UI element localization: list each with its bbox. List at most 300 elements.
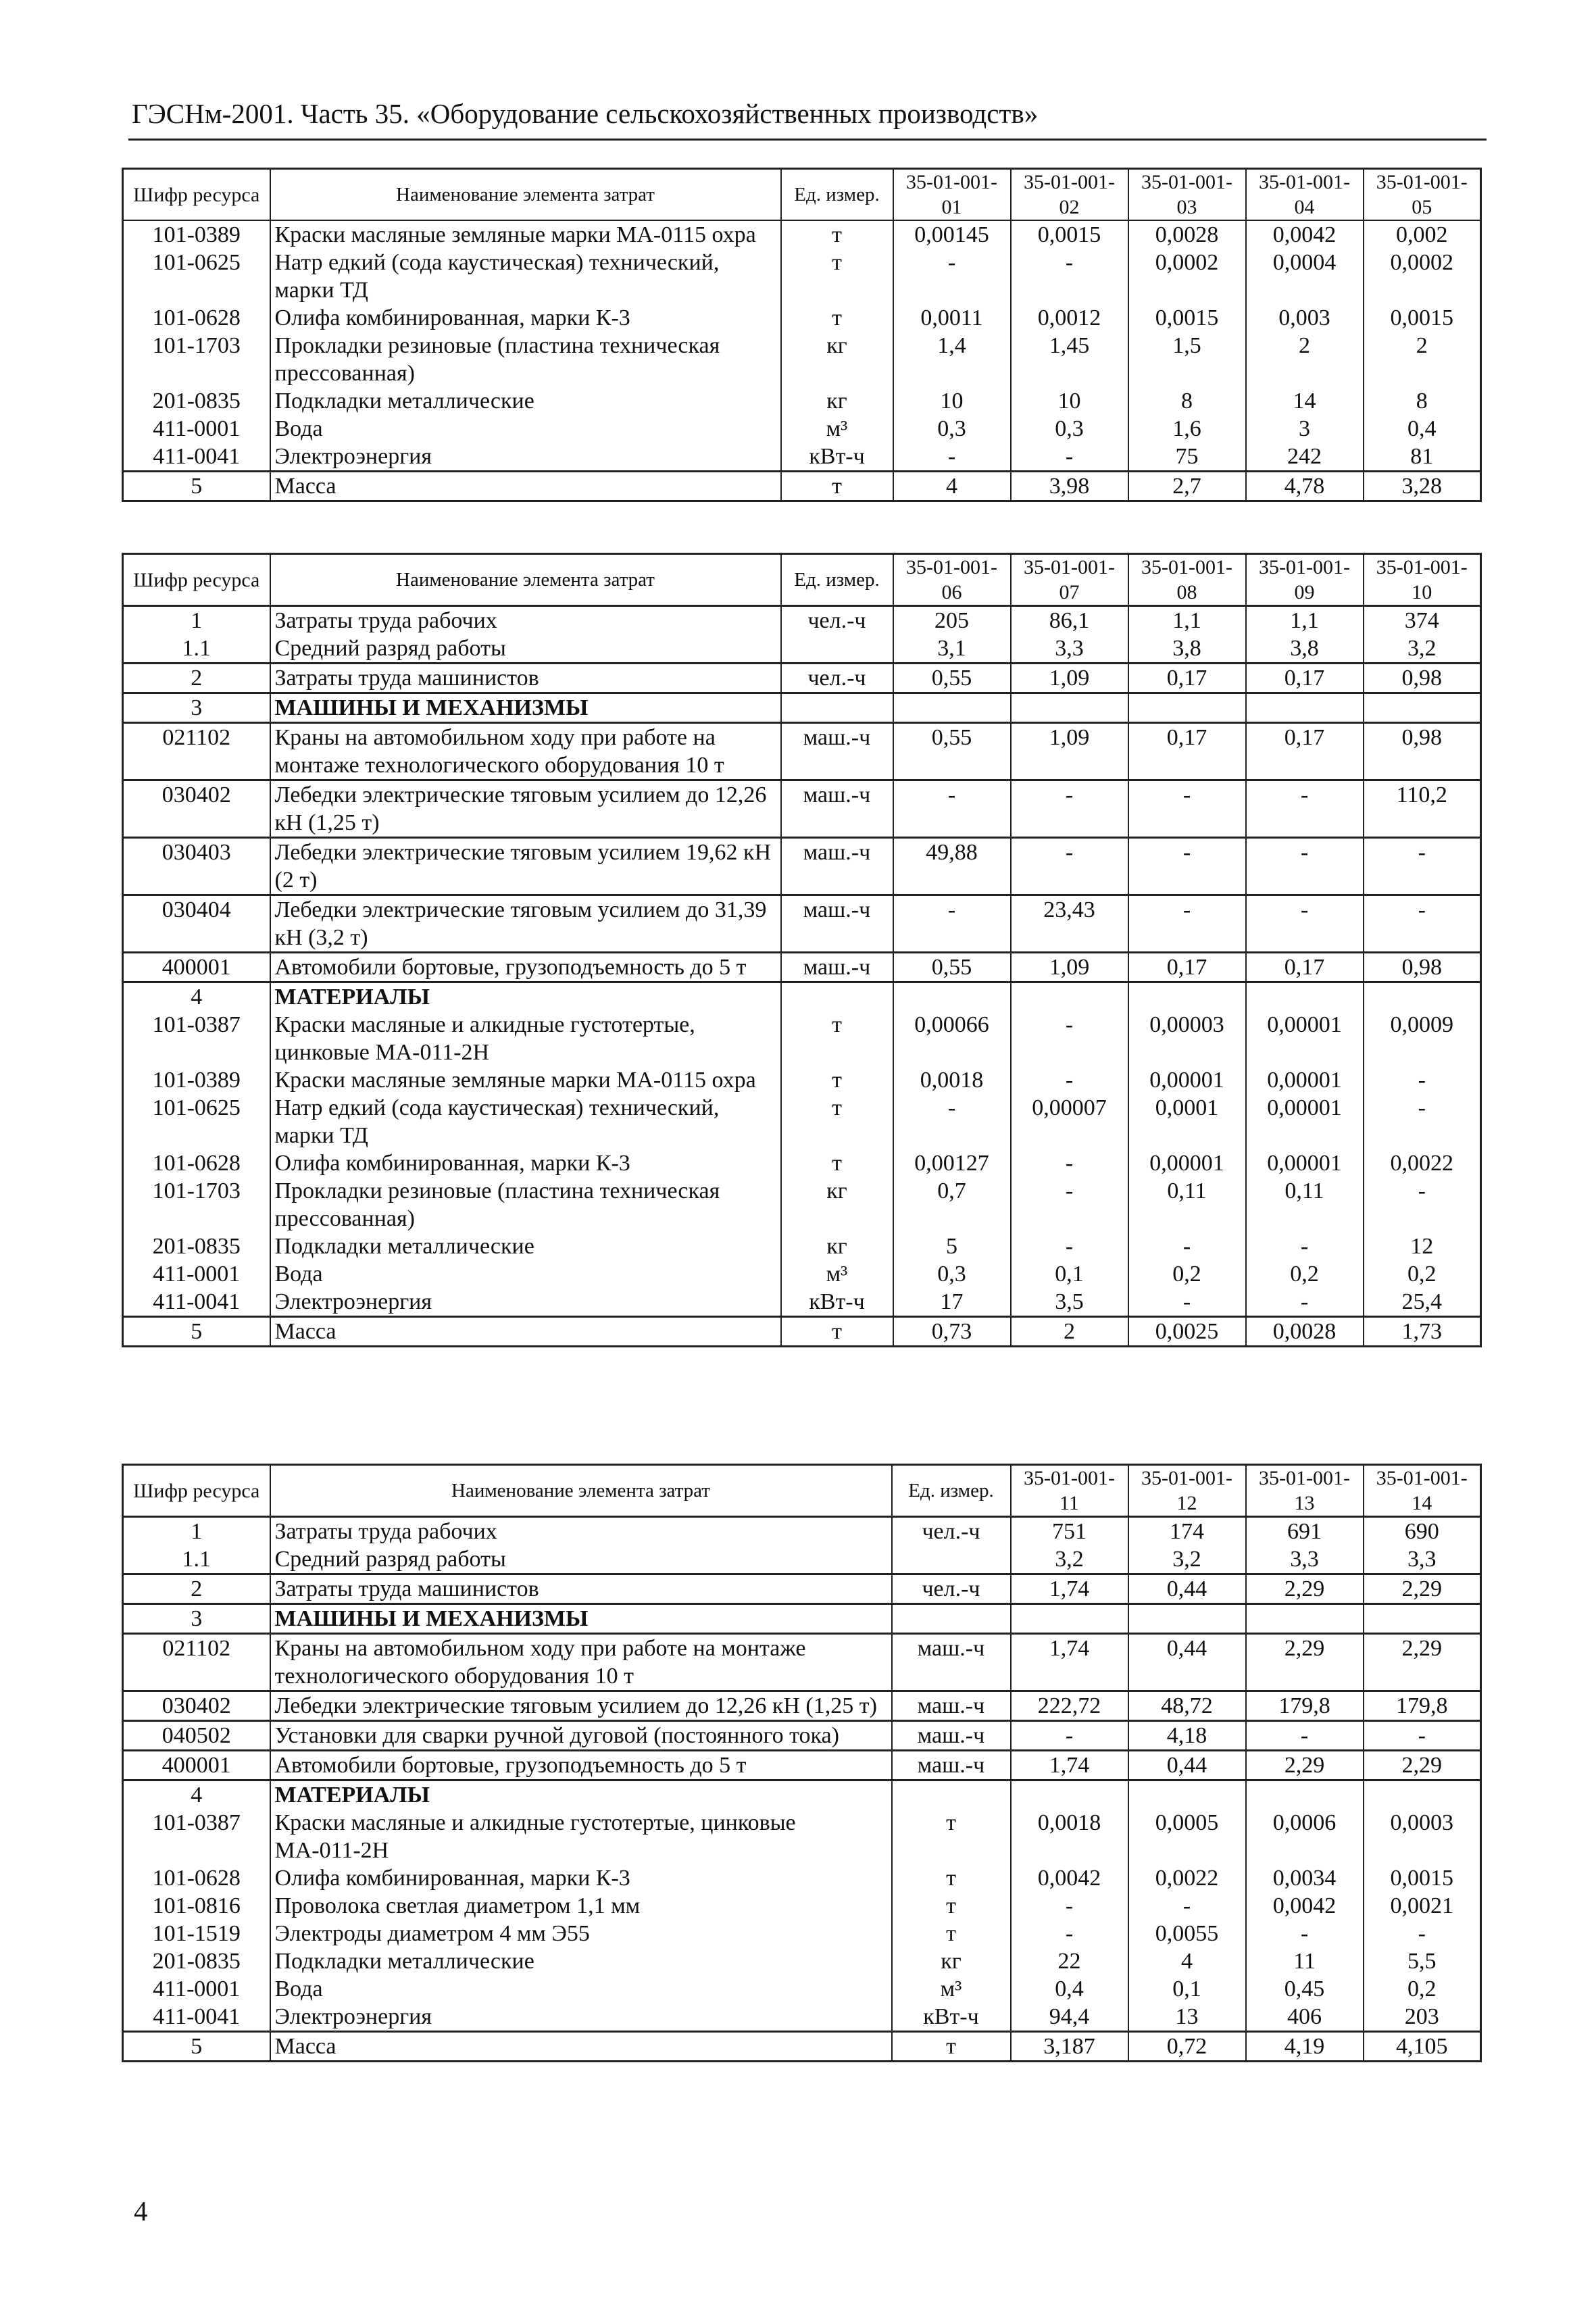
value-cell: 110,2 [1364,780,1481,838]
element-name: Олифа комбинированная, марки К-3 [270,304,781,332]
table-row [123,1545,1481,1574]
resource-code: 4 [123,982,270,1012]
header-unit: Ед. измер. [781,169,893,221]
unit: кВт-ч [892,2003,1011,2032]
resource-code: 400001 [123,1751,270,1781]
unit: маш.-ч [781,895,893,953]
header-code: Шифр ресурса [123,1465,270,1517]
value-cell: - [1011,838,1128,895]
value-cell: 0,0015 [1364,1864,1481,1892]
table-row [123,606,1481,635]
value-cell [1128,1781,1246,1810]
element-name: Электроэнергия [270,1288,781,1317]
value-cell: 86,1 [1011,606,1128,635]
value-cell: 0,55 [893,723,1011,780]
header-col-5: 35-01-001-10 [1364,554,1481,606]
resource-code: 030403 [123,838,270,895]
unit: чел.-ч [892,1517,1011,1546]
value-cell: 0,44 [1128,1574,1246,1604]
value-cell: 0,00001 [1246,1066,1364,1094]
value-cell: - [1011,1011,1128,1066]
value-cell [1246,693,1364,723]
value-cell: - [1128,1288,1246,1317]
resource-code: 030402 [123,1691,270,1721]
value-cell: - [893,895,1011,953]
resource-code: 4 [123,1781,270,1810]
value-cell: 0,0001 [1128,1094,1246,1149]
value-cell: 2,29 [1246,1751,1364,1781]
value-cell: 0,0015 [1128,304,1246,332]
table-row [123,472,1481,501]
value-cell: - [893,443,1011,472]
unit [892,1604,1011,1634]
element-name: Масса [270,1317,781,1347]
value-cell: 0,0055 [1128,1920,1246,1947]
unit: т [781,249,893,304]
value-cell: - [1011,1177,1128,1233]
element-name: Электроэнергия [270,443,781,472]
table-row [123,1892,1481,1920]
element-name: Подкладки металлические [270,387,781,415]
unit: т [781,1011,893,1066]
table-row [123,1260,1481,1288]
value-cell [1364,693,1481,723]
unit: маш.-ч [892,1751,1011,1781]
value-cell: 1,45 [1011,332,1128,387]
value-cell: 3,98 [1011,472,1128,501]
table-row [123,249,1481,304]
value-cell: 48,72 [1128,1691,1246,1721]
value-cell: 242 [1246,443,1364,472]
resource-code: 1 [123,1517,270,1546]
value-cell: 0,55 [893,953,1011,982]
value-cell: 0,1 [1128,1975,1246,2003]
value-cell: 3,2 [1011,1545,1128,1574]
element-name: МАТЕРИАЛЫ [270,982,781,1012]
table-row [123,1177,1481,1233]
resource-code: 021102 [123,1634,270,1691]
value-cell: 2,29 [1364,1574,1481,1604]
value-cell: 2 [1011,1317,1128,1347]
value-cell [1011,1781,1128,1810]
unit: кг [892,1947,1011,1975]
value-cell: 1,09 [1011,664,1128,693]
value-cell [1246,1781,1364,1810]
resource-code: 3 [123,693,270,723]
value-cell: 1,74 [1011,1751,1128,1781]
value-cell: 0,002 [1364,220,1481,249]
unit: т [781,1094,893,1149]
resource-code: 030402 [123,780,270,838]
value-cell: 4,78 [1246,472,1364,501]
value-cell: 3,8 [1128,634,1246,664]
value-cell: 0,17 [1128,664,1246,693]
value-cell: 205 [893,606,1011,635]
resource-code: 411-0041 [123,2003,270,2032]
table-row [123,780,1481,838]
cost-table-1 [122,168,1482,502]
value-cell: 17 [893,1288,1011,1317]
element-name: Электроэнергия [270,2003,892,2032]
element-name: Прокладки резиновые (пластина техническая прессованная) [270,1177,781,1233]
header-rule [128,139,1487,141]
value-cell: 10 [893,387,1011,415]
value-cell: 1,4 [893,332,1011,387]
resource-code: 411-0001 [123,415,270,443]
table-row [123,1975,1481,2003]
element-name: Лебедки электрические тяговым усилием до 12,26 кН (1,25 т) [270,780,781,838]
header-col-4: 35-01-001-04 [1246,169,1364,221]
value-cell [893,982,1011,1012]
header-col-3: 35-01-001-03 [1128,169,1246,221]
table-row [123,895,1481,953]
value-cell: - [1011,1721,1128,1751]
value-cell: 3,8 [1246,634,1364,664]
value-cell: 5 [893,1233,1011,1260]
value-cell: 0,0022 [1364,1149,1481,1177]
table-row [123,2003,1481,2032]
element-name: Установки для сварки ручной дуговой (постоянного тока) [270,1721,892,1751]
unit: т [892,2032,1011,2062]
element-name: Вода [270,415,781,443]
resource-code: 400001 [123,953,270,982]
element-name: Затраты труда машинистов [270,664,781,693]
value-cell: 1,1 [1128,606,1246,635]
element-name: МАШИНЫ И МЕХАНИЗМЫ [270,1604,892,1634]
table-row [123,838,1481,895]
value-cell: - [1011,1892,1128,1920]
value-cell: - [1128,1233,1246,1260]
value-cell: 1,09 [1011,723,1128,780]
value-cell: 0,00001 [1246,1094,1364,1149]
element-name: Затраты труда машинистов [270,1574,892,1604]
value-cell: 0,98 [1364,953,1481,982]
value-cell: - [1246,780,1364,838]
table-row [123,1751,1481,1781]
unit: чел.-ч [892,1574,1011,1604]
value-cell: 3,3 [1364,1545,1481,1574]
value-cell: 0,0004 [1246,249,1364,304]
table-row [123,953,1481,982]
value-cell: - [1246,1920,1364,1947]
element-name: Натр едкий (сода каустическая) технический, марки ТД [270,249,781,304]
resource-code: 5 [123,472,270,501]
value-cell: 13 [1128,2003,1246,2032]
element-name: Масса [270,2032,892,2062]
resource-code: 5 [123,1317,270,1347]
value-cell: 10 [1011,387,1128,415]
unit: кг [781,332,893,387]
value-cell: 0,44 [1128,1751,1246,1781]
table-row [123,1604,1481,1634]
value-cell: 5,5 [1364,1947,1481,1975]
unit: м³ [892,1975,1011,2003]
element-name: Краски масляные земляные марки МА-0115 охра [270,220,781,249]
value-cell: 3,3 [1011,634,1128,664]
table-row [123,1947,1481,1975]
header-unit: Ед. измер. [892,1465,1011,1517]
resource-code: 3 [123,1604,270,1634]
unit: кг [781,387,893,415]
value-cell: 0,0025 [1128,1317,1246,1347]
element-name: Подкладки металлические [270,1947,892,1975]
value-cell [1128,982,1246,1012]
value-cell: - [1246,1721,1364,1751]
value-cell: - [1128,1892,1246,1920]
value-cell: 3,28 [1364,472,1481,501]
resource-code: 101-0625 [123,1094,270,1149]
value-cell: 0,1 [1011,1260,1128,1288]
table-row [123,1574,1481,1604]
element-name: Затраты труда рабочих [270,606,781,635]
element-name: Средний разряд работы [270,1545,892,1574]
value-cell: 0,0022 [1128,1864,1246,1892]
value-cell: 0,0034 [1246,1864,1364,1892]
value-cell: 3 [1246,415,1364,443]
table-row [123,1094,1481,1149]
value-cell: 1,74 [1011,1574,1128,1604]
value-cell: - [1364,1066,1481,1094]
value-cell: 3,1 [893,634,1011,664]
resource-code: 411-0001 [123,1260,270,1288]
header-code: Шифр ресурса [123,169,270,221]
unit: чел.-ч [781,606,893,635]
value-cell: 2,7 [1128,472,1246,501]
value-cell: 0,0028 [1128,220,1246,249]
value-cell: 2,29 [1364,1634,1481,1691]
element-name: Олифа комбинированная, марки К-3 [270,1149,781,1177]
value-cell: 222,72 [1011,1691,1128,1721]
value-cell: 0,98 [1364,664,1481,693]
resource-code: 201-0835 [123,387,270,415]
value-cell: 0,4 [1364,415,1481,443]
value-cell: 0,4 [1011,1975,1128,2003]
value-cell: 4,18 [1128,1721,1246,1751]
value-cell: 0,17 [1128,953,1246,982]
header-name: Наименование элемента затрат [270,169,781,221]
value-cell [1011,982,1128,1012]
value-cell: 374 [1364,606,1481,635]
header-unit: Ед. измер. [781,554,893,606]
value-cell: 0,00001 [1128,1149,1246,1177]
value-cell: - [893,249,1011,304]
element-name: МАШИНЫ И МЕХАНИЗМЫ [270,693,781,723]
resource-code: 411-0001 [123,1975,270,2003]
header-col-4: 35-01-001-14 [1364,1465,1481,1517]
unit [781,634,893,664]
value-cell: 0,00001 [1246,1149,1364,1177]
unit: маш.-ч [892,1691,1011,1721]
value-cell: 174 [1128,1517,1246,1546]
value-cell: 179,8 [1364,1691,1481,1721]
resource-code: 101-1703 [123,332,270,387]
unit: маш.-ч [892,1721,1011,1751]
element-name: Краски масляные и алкидные густотертые, цинковые МА-011-2Н [270,1809,892,1864]
value-cell: - [1364,838,1481,895]
value-cell: 0,0018 [1011,1809,1128,1864]
element-name: Лебедки электрические тяговым усилием до 31,39 кН (3,2 т) [270,895,781,953]
value-cell: 75 [1128,443,1246,472]
value-cell: 1,09 [1011,953,1128,982]
value-cell: 0,3 [893,1260,1011,1288]
value-cell: 0,11 [1128,1177,1246,1233]
value-cell: - [1011,1066,1128,1094]
element-name: Автомобили бортовые, грузоподъемность до 5 т [270,1751,892,1781]
value-cell: 0,2 [1364,1260,1481,1288]
value-cell: - [1128,838,1246,895]
unit: т [781,304,893,332]
table-row [123,387,1481,415]
table-row [123,693,1481,723]
value-cell: - [893,780,1011,838]
page-number: 4 [134,2195,148,2226]
unit [892,1545,1011,1574]
value-cell: - [1128,895,1246,953]
value-cell: 751 [1011,1517,1128,1546]
header-col-3: 35-01-001-08 [1128,554,1246,606]
value-cell: 0,00145 [893,220,1011,249]
value-cell: 23,43 [1011,895,1128,953]
value-cell: - [1364,895,1481,953]
element-name: Краны на автомобильном ходу при работе на монтаже технологического оборудования 10 т [270,723,781,780]
value-cell [1246,1604,1364,1634]
value-cell: 0,0011 [893,304,1011,332]
header-col-2: 35-01-001-07 [1011,554,1128,606]
value-cell: - [1364,1721,1481,1751]
table-header-row [123,1465,1481,1517]
value-cell: 0,0021 [1364,1892,1481,1920]
resource-code: 040502 [123,1721,270,1751]
cost-table-2 [122,553,1482,1347]
cost-table-3 [122,1464,1482,2062]
header-name: Наименование элемента затрат [270,554,781,606]
table-row [123,1066,1481,1094]
value-cell: 0,00007 [1011,1094,1128,1149]
table-row [123,1149,1481,1177]
resource-code: 411-0041 [123,443,270,472]
value-cell: 8 [1364,387,1481,415]
element-name: Подкладки металлические [270,1233,781,1260]
element-name: Краски масляные и алкидные густотертые, цинковые МА-011-2Н [270,1011,781,1066]
value-cell: 0,0042 [1246,1892,1364,1920]
header-code: Шифр ресурса [123,554,270,606]
value-cell: 690 [1364,1517,1481,1546]
value-cell: 0,003 [1246,304,1364,332]
element-name: Средний разряд работы [270,634,781,664]
resource-code: 101-1519 [123,1920,270,1947]
resource-code: 101-1703 [123,1177,270,1233]
table-row [123,443,1481,472]
value-cell: 94,4 [1011,2003,1128,2032]
table-row [123,723,1481,780]
header-col-1: 35-01-001-11 [1011,1465,1128,1517]
element-name: Лебедки электрические тяговым усилием 19,62 кН (2 т) [270,838,781,895]
table-row [123,1721,1481,1751]
value-cell: - [893,1094,1011,1149]
unit: маш.-ч [781,723,893,780]
header-name: Наименование элемента затрат [270,1465,892,1517]
unit: маш.-ч [781,953,893,982]
element-name: Проволока светлая диаметром 1,1 мм [270,1892,892,1920]
value-cell: 3,2 [1364,634,1481,664]
table-row [123,1634,1481,1691]
resource-code: 101-0628 [123,1864,270,1892]
resource-code: 101-0816 [123,1892,270,1920]
value-cell: - [1364,1177,1481,1233]
table-row [123,1517,1481,1546]
resource-code: 2 [123,1574,270,1604]
unit [892,1781,1011,1810]
resource-code: 021102 [123,723,270,780]
value-cell: 179,8 [1246,1691,1364,1721]
value-cell: 0,17 [1246,664,1364,693]
value-cell: - [1011,443,1128,472]
value-cell: 691 [1246,1517,1364,1546]
element-name: Вода [270,1260,781,1288]
unit: т [892,1864,1011,1892]
unit: маш.-ч [781,838,893,895]
table-row [123,1864,1481,1892]
unit: кВт-ч [781,1288,893,1317]
value-cell: - [1246,1233,1364,1260]
value-cell: 0,2 [1364,1975,1481,2003]
table-row [123,1691,1481,1721]
value-cell: - [1011,1233,1128,1260]
unit: т [781,472,893,501]
resource-code: 1 [123,606,270,635]
value-cell: - [1246,838,1364,895]
unit: кг [781,1233,893,1260]
value-cell: 14 [1246,387,1364,415]
value-cell: 2,29 [1246,1574,1364,1604]
value-cell [893,693,1011,723]
value-cell [1364,1604,1481,1634]
unit: кг [781,1177,893,1233]
element-name: Масса [270,472,781,501]
value-cell: 3,187 [1011,2032,1128,2062]
value-cell: - [1246,1288,1364,1317]
value-cell: 203 [1364,2003,1481,2032]
table-row [123,1288,1481,1317]
header-col-1: 35-01-001-01 [893,169,1011,221]
unit: м³ [781,415,893,443]
unit: т [892,1920,1011,1947]
table-row [123,634,1481,664]
resource-code: 2 [123,664,270,693]
value-cell: 4,105 [1364,2032,1481,2062]
resource-code: 1.1 [123,634,270,664]
value-cell: 4 [893,472,1011,501]
value-cell: 0,00066 [893,1011,1011,1066]
value-cell: - [1011,1149,1128,1177]
value-cell: 0,0006 [1246,1809,1364,1864]
table-row [123,332,1481,387]
value-cell: 0,73 [893,1317,1011,1347]
value-cell: 0,17 [1246,723,1364,780]
unit: т [781,1149,893,1177]
resource-code: 201-0835 [123,1233,270,1260]
value-cell: 3,3 [1246,1545,1364,1574]
resource-code: 5 [123,2032,270,2062]
element-name: Натр едкий (сода каустическая) технический, марки ТД [270,1094,781,1149]
value-cell: 11 [1246,1947,1364,1975]
resource-code: 101-0625 [123,249,270,304]
value-cell: 0,55 [893,664,1011,693]
table-row [123,304,1481,332]
value-cell: 0,0002 [1128,249,1246,304]
unit: т [892,1892,1011,1920]
value-cell: 25,4 [1364,1288,1481,1317]
